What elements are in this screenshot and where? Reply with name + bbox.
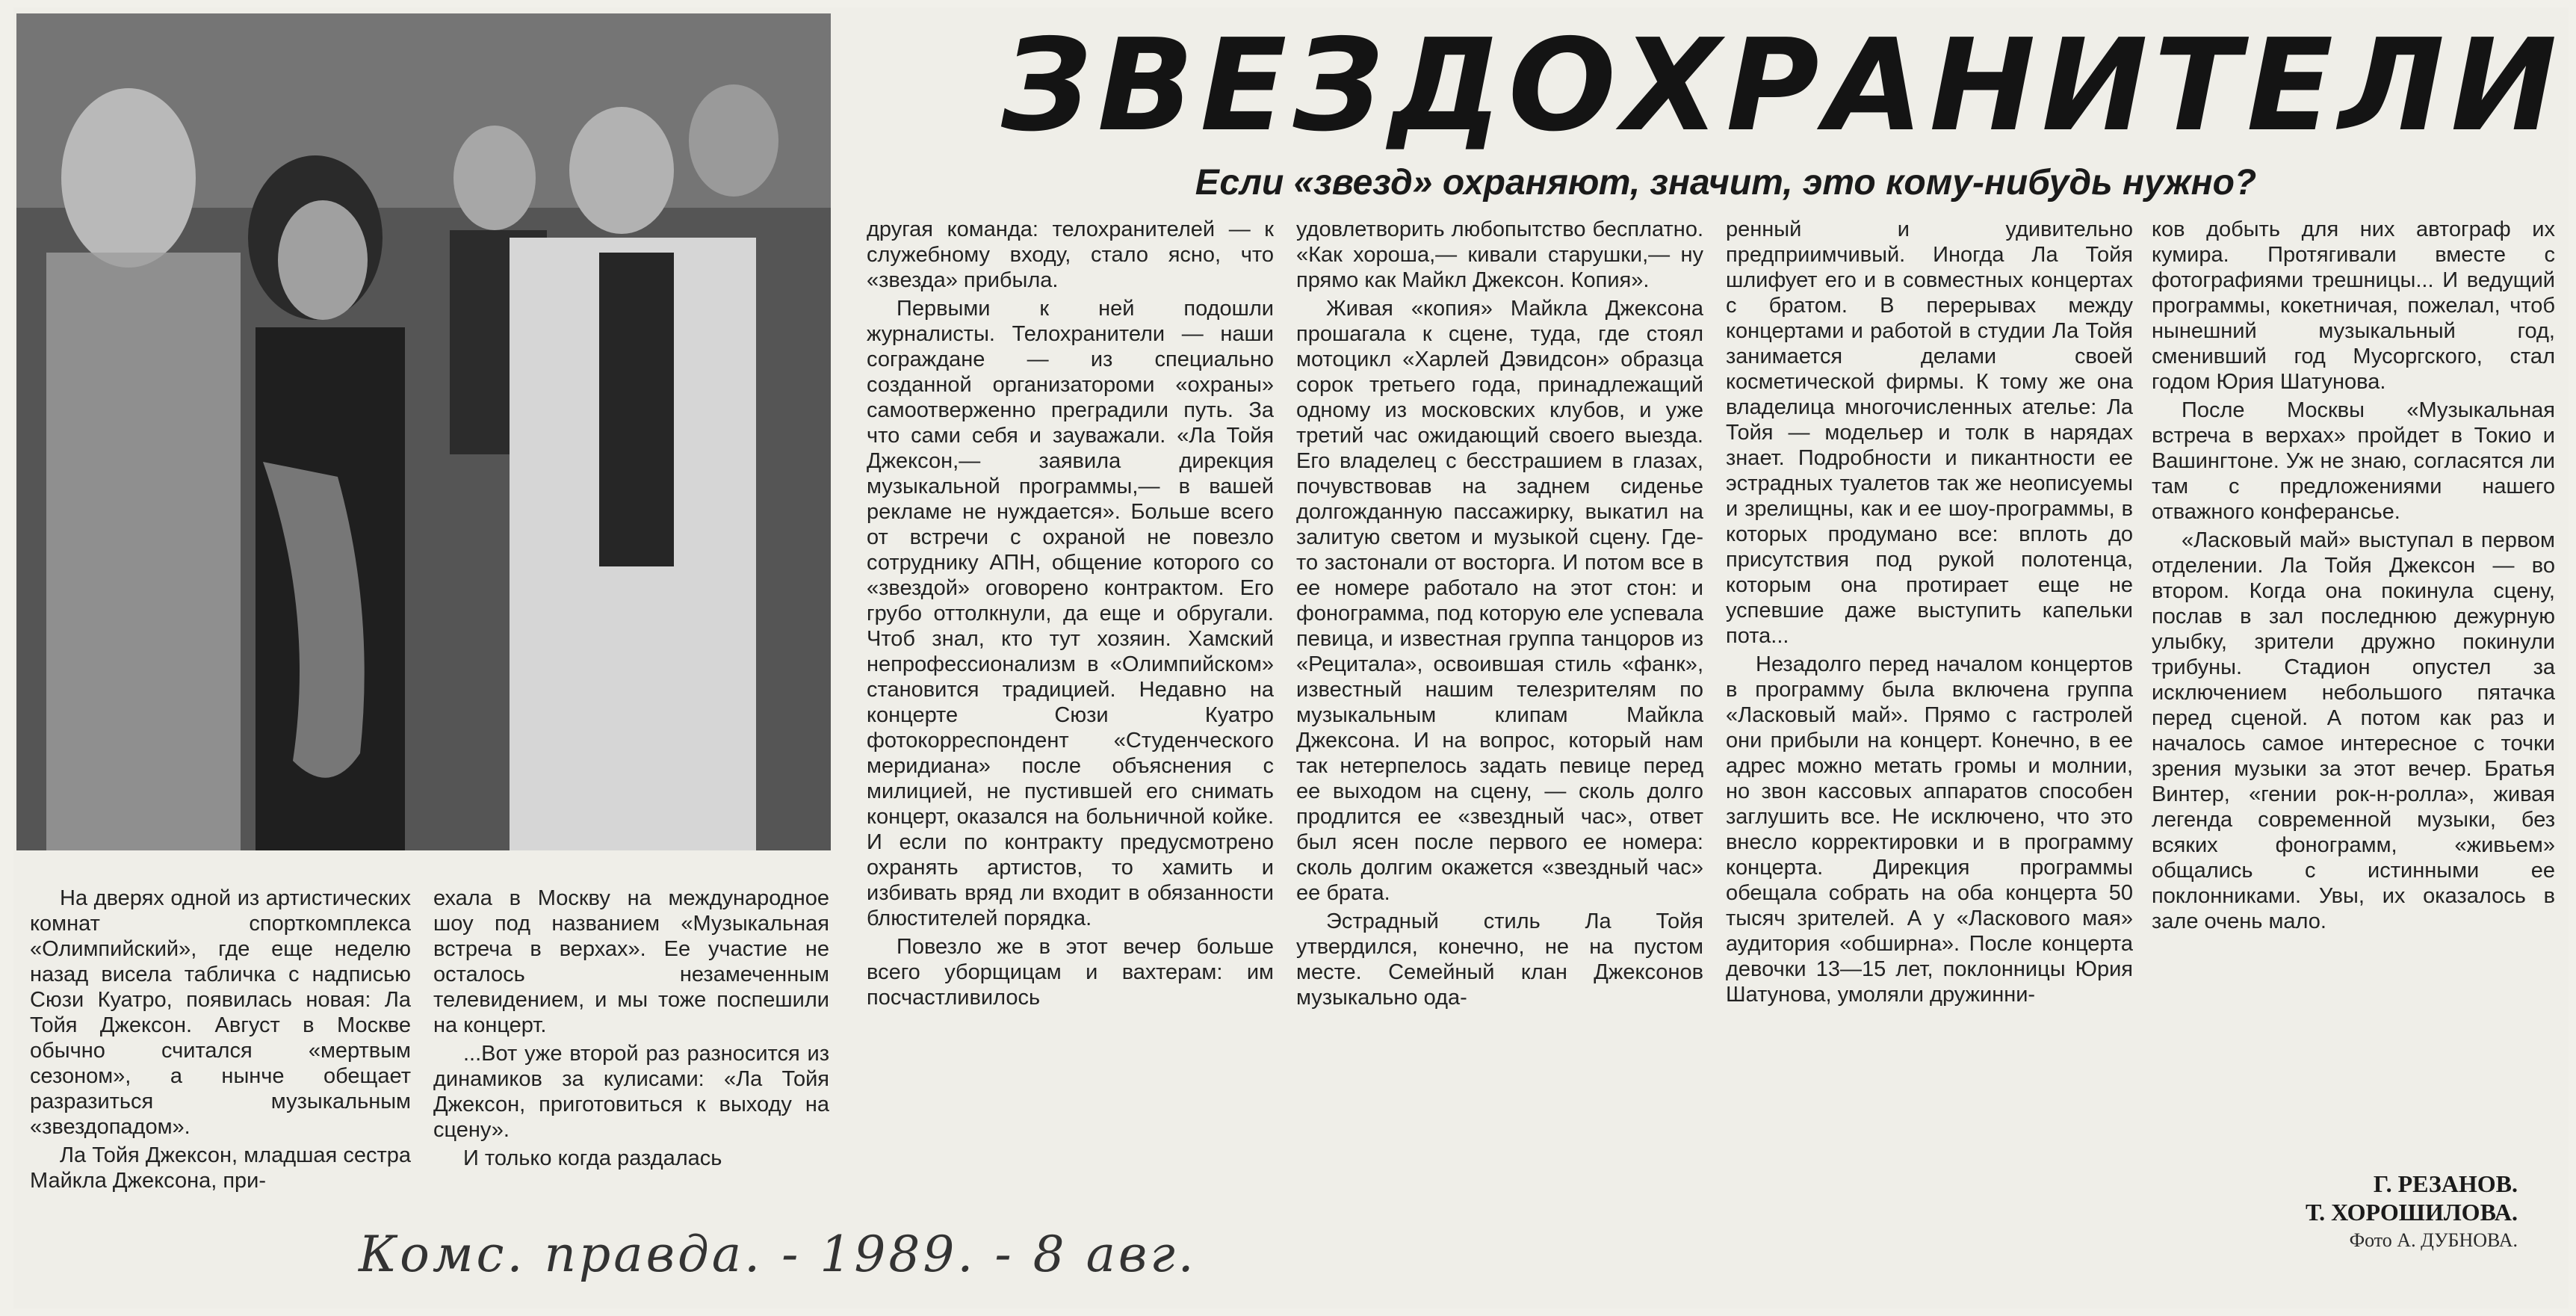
photo-credit: Фото А. ДУБНОВА. [2349, 1229, 2518, 1251]
article-column-6 [2152, 217, 2555, 937]
article-column-1 [30, 886, 411, 1196]
authors [2204, 1170, 2518, 1226]
paragraph: Повезло же в этот вечер больше всего уборщицам и вахтерам: им посчастливилось [867, 935, 1274, 1010]
paragraph: Ла Тойя Джексон, младшая сестра Майкла Джексона, при- [30, 1143, 411, 1193]
paragraph: ...Вот уже второй раз разносится из динамиков за кулисами: «Ла Тойя Джексон, приготовиться к выходу на сцену». [433, 1042, 829, 1142]
paragraph: Первыми к ней подошли журналисты. Телохранители — наши сограждане — из специально созданной организатороми «охраны» самоотверженно преградили путь. За что сами себя и зауважали. «Ла Тойя Джексон,— заявила дирекция музыкальной программы,— в вашей рекламе не нуждается». Больше всего от встречи с охраной не повезло сотруднику АПН, общение которого со «звездой» оговорено контрактом. Его грубо оттолкнули, да еще и обругали. Чтоб знал, кто тут хозяин. Хамский непрофессионализм в «Олимпийском» становится традицией. Недавно на концерте Сюзи Куатро фотокорреспондент «Студенческого меридиана» после объяснения с милицией, не пустившей его снимать концерт, оказался на больничной койке. И если по контракту предусмотрено охранять артистов, то хамить и избивать вряд ли входит в обязанности блюстителей порядка. [867, 297, 1274, 930]
paragraph: ренный и удивительно предприимчивый. Иногда Ла Тойя шлифует его и в совместных концертах с братом. В перерывах между концертами и работой в студии Ла Тойя занимается делами своей косметической фирмы. К тому же она владелица многочисленных ателье: Ла Тойя — модельер и толк в нарядах знает. Подробности и пикантности ее эстрадных туалетов так же неописуемы и зрелищны, как и ее шоу-программы, в которых продумано все: вплоть до присутствия под рукой полотенца, которым она протирает еще не успевшие даже выступить капельки пота... [1726, 217, 2133, 648]
paragraph: другая команда: телохранителей — к служебному входу, стало ясно, что «звезда» прибыла. [867, 217, 1274, 292]
author-name: Г. РЕЗАНОВ. [2373, 1170, 2518, 1197]
article-column-4 [1296, 217, 1703, 1013]
article-column-5 [1726, 217, 2133, 1010]
author-name: Т. ХОРОШИЛОВА. [2306, 1199, 2518, 1226]
paragraph: удовлетворить любопытство бесплатно. «Как хороша,— кивали старушки,— ну прямо как Майкл Джексон. Копия». [1296, 217, 1703, 292]
paragraph: После Москвы «Музыкальная встреча в верхах» пройдет в Токио и Вашингтоне. Уж не знаю, согласятся ли там с предложениями нашего отважного конферансье. [2152, 398, 2555, 524]
article-photo [16, 13, 831, 850]
paragraph: На дверях одной из артистических комнат спорткомплекса «Олимпийский», где еще неделю назад висела табличка с надписью Сюзи Куатро, появилась новая: Ла Тойя Джексон. Август в Москве обычно считался «мертвым сезоном», а нынче обещает разразиться музыкальным «звездопадом». [30, 886, 411, 1139]
subheadline: Если «звезд» охраняют, значит, это кому-нибудь нужно? [1195, 163, 2257, 203]
paragraph: И только когда раздалась [463, 1146, 722, 1170]
paragraph: Незадолго перед началом концертов в программу была включена группа «Ласковый май». Прямо с гастролей они прибыли на концерт. Конечно, в ее адрес можно метать громы и молнии, но звон кассовых аппаратов способен заглушить все. Не исключено, что это внесло корректировки и в программу концерта. Дирекция программы обещала собрать на оба концерта 50 тысяч зрителей. А у «Ласкового мая» аудитория «обширна». После концерта девочки 13—15 лет, поклонницы Юрия Шатунова, умоляли дружинни- [1726, 652, 2133, 1007]
headline: ЗВЕЗДОХРАНИТЕЛИ [1001, 12, 2563, 160]
paragraph: Живая «копия» Майкла Джексона прошагала к сцене, туда, где стоял мотоцикл «Харлей Дэвидсон» образца сорок третьего года, принадлежащий одному из московских клубов, и уже третий час ожидающий своего выезда. Его владелец с бесстрашием в глазах, почувствовав на заднем сиденье долгожданную пассажирку, выкатил на залитую светом и музыкой сцену. Где-то застонали от восторга. И потом все в ее номере работало на этот стон: и фонограмма, под которую еле успевала певица, и известная группа танцоров из «Рецитала», освоившая стиль «фанк», известный нашим телезрителям по музыкальным клипам Майкла Джексона. И на вопрос, который нам так нетерпелось задать певице перед ее выходом на сцену, — сколь долго продлится ее «звездный час», ответ был ясен после первого ее номера: сколь долгим окажется «звездный час» ее брата. [1296, 297, 1703, 905]
article-column-3 [867, 217, 1274, 1013]
paragraph: ков добыть для них автограф их кумира. Протягивали вместе с фотографиями трешницы... И ведущий программы, кокетничая, пожелал, чтоб нынешний музыкальный год, сменивший год Мусоргского, стал годом Юрия Шатунова. [2152, 217, 2555, 394]
paragraph: ехала в Москву на международное шоу под названием «Музыкальная встреча в верхах». Ее участие не осталось незамеченным телевидением, и мы тоже поспешили на концерт. [433, 886, 829, 1037]
photo-illustration [16, 13, 831, 850]
paragraph: «Ласковый май» выступал в первом отделении. Ла Тойя Джексон — во втором. Когда она покинула сцену, послав в зал последнюю дежурную улыбку, зрители дружно покинули трибуны. Стадион опустел за исключением небольшого пятачка перед сценой. А потом как раз и началось самое интересное с точки зрения музыки за этот вечер. Братья Винтер, «гении рок-н-ролла», живая легенда современной музыки, без всяких фонограмм, «живьем» общались с истинными ее поклонниками. Увы, их оказалось в зале очень мало. [2152, 528, 2555, 933]
paragraph: Эстрадный стиль Ла Тойя утвердился, конечно, не на пустом месте. Семейный клан Джексонов музыкально ода- [1296, 909, 1703, 1010]
article-column-2 [433, 886, 829, 1174]
handwritten-source-note: Комс. правда. - 1989. - 8 авг. [359, 1226, 1197, 1283]
